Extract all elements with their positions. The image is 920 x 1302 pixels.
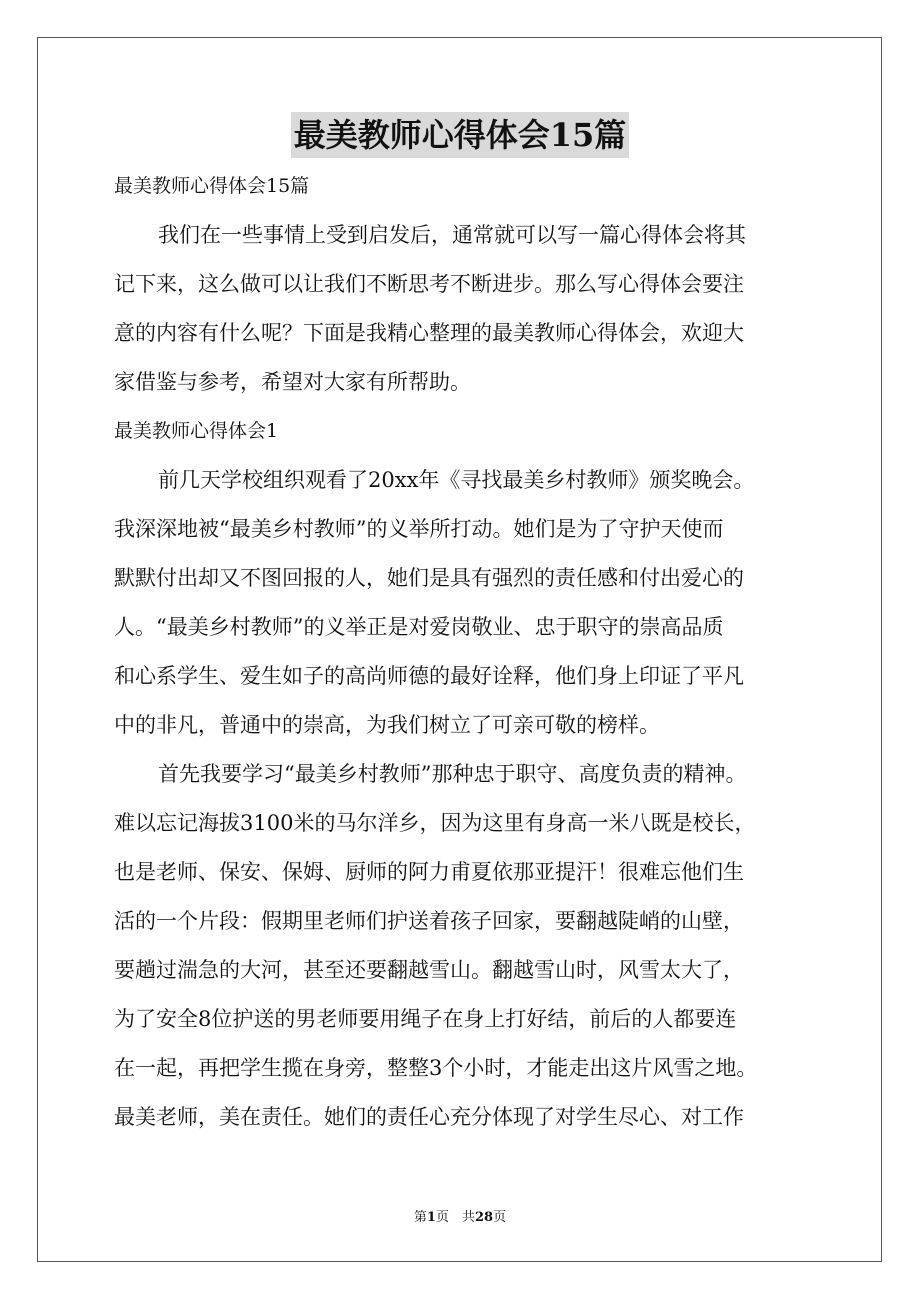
section-heading: 最美教师心得体会1 [114, 420, 279, 442]
paragraph-line: 人。“最美乡村教师”的义举正是对爱岗敬业、忠于职守的崇高品质 [114, 615, 724, 639]
paragraph-line: 家借鉴与参考，希望对大家有所帮助。 [114, 370, 471, 394]
document-body [114, 162, 814, 1142]
document-title-text: 最美教师心得体会15篇 [291, 112, 630, 158]
paragraph-line: 活的一个片段：假期里老师们护送着孩子回家，要翻越陡峭的山壁， [114, 909, 744, 933]
paragraph-line: 前几天学校组织观看了20xx年《寻找最美乡村教师》颁奖晚会。 [158, 468, 755, 492]
paragraph-line: 也是老师、保安、保姆、厨师的阿力甫夏依那亚提汗！很难忘他们生 [114, 860, 744, 884]
paragraph-line: 记下来，这么做可以让我们不断思考不断进步。那么写心得体会要注 [114, 272, 744, 296]
paragraph-line: 默默付出却又不图回报的人，她们是具有强烈的责任感和付出爱心的 [114, 566, 744, 590]
paragraph-line: 意的内容有什么呢？下面是我精心整理的最美教师心得体会，欢迎大 [114, 321, 744, 345]
footer-prefix: 第 [413, 1210, 427, 1225]
footer-current-page: 1 [426, 1210, 436, 1225]
paragraph-line: 为了安全8位护送的男老师要用绳子在身上打好结，前后的人都要连 [114, 1007, 737, 1031]
paragraph-line: 我深深地被“最美乡村教师”的义举所打动。她们是为了守护天使而 [114, 517, 724, 541]
paragraph-line: 要趟过湍急的大河，甚至还要翻越雪山。翻越雪山时，风雪太大了， [114, 958, 744, 982]
paragraph-line: 和心系学生、爱生如子的高尚师德的最好诠释，他们身上印证了平凡 [114, 664, 744, 688]
document-title [0, 112, 920, 158]
paragraph-line: 难以忘记海拔3100米的马尔洋乡，因为这里有身高一米八既是校长， [114, 811, 756, 835]
paragraph-line: 中的非凡，普通中的崇高，为我们树立了可亲可敬的榜样。 [114, 713, 660, 737]
paragraph-line: 首先我要学习“最美乡村教师”那种忠于职守、高度负责的精神。 [158, 762, 747, 786]
paragraph-line: 最美老师，美在责任。她们的责任心充分体现了对学生尽心、对工作 [114, 1105, 744, 1129]
footer-middle: 页 共 [435, 1210, 475, 1225]
footer-suffix: 页 [493, 1210, 507, 1225]
section-heading: 最美教师心得体会15篇 [114, 175, 310, 197]
paragraph-line: 在一起，再把学生揽在身旁，整整3个小时，才能走出这片风雪之地。 [114, 1056, 758, 1080]
paragraph-line: 我们在一些事情上受到启发后，通常就可以写一篇心得体会将其 [158, 223, 746, 247]
footer-total-pages: 28 [474, 1210, 494, 1225]
page-footer [0, 1206, 920, 1225]
